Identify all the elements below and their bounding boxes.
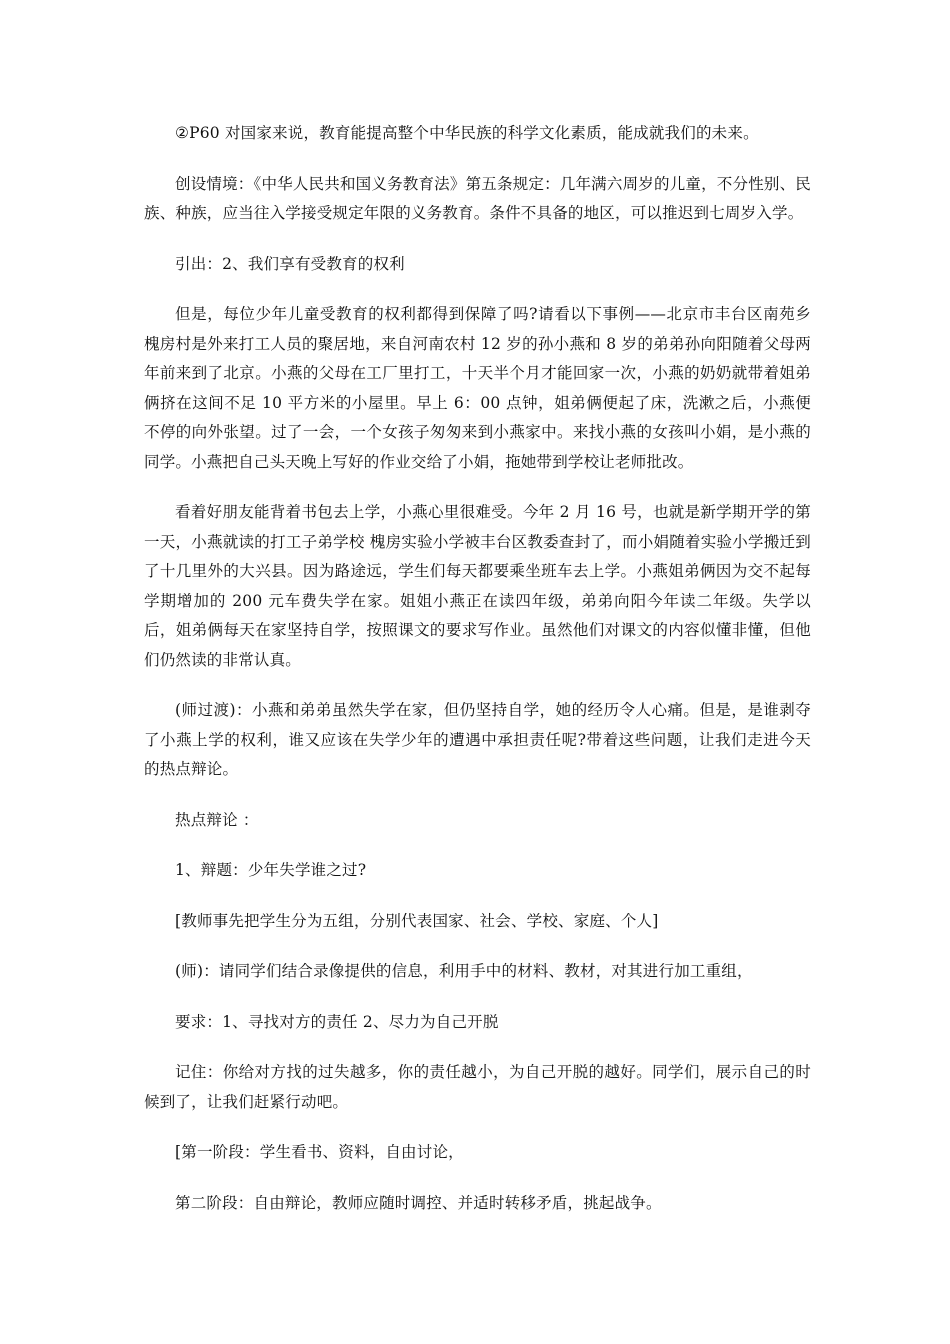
paragraph-debate-topic: 1、辩题：少年失学谁之过? <box>175 861 367 879</box>
paragraph-requirements: 要求：1、寻找对方的责任 2、尽力为自己开脱 <box>175 1012 499 1031</box>
paragraph-reminder: 记住：你给对方找的过失越多，你的责任越小，为自己开脱的越好。同学们，展示自己的时候到了，让我们赶紧行动吧。 <box>144 1063 811 1111</box>
paragraph-hot-debate-heading: 热点辩论 ： <box>175 810 259 829</box>
paragraph-case-story: 但是，每位少年儿童受教育的权利都得到保障了吗?请看以下事例——北京市丰台区南苑乡槐房村是外来打工人员的聚居地，来自河南农村 12 岁的孙小燕和 8 岁的弟弟孙向阳随着父母两年前来到了北京。小燕的父母在工厂里打工，十天半个月才能回家一次，小燕的奶奶就带着姐弟俩挤在这间不足 10 平方米的小屋里。早上 6：00 点钟，姐弟俩便起了床，洗漱之后，小燕便不停的向外张望。过了一会，一个女孩子匆匆来到小燕家中。来找小燕的女孩叫小娟，是小燕的同学。小燕把自己头天晚上写好的作业交给了小娟，拖她带到学校让老师批改。 <box>144 305 811 471</box>
paragraph-grouping-note: [教师事先把学生分为五组，分别代表国家、社会、学校、家庭、个人] <box>175 911 659 930</box>
paragraph-case-continued: 看着好朋友能背着书包去上学，小燕心里很难受。今年 2 月 16 号，也就是新学期开学的第一天，小燕就读的打工子弟学校 槐房实验小学被丰台区教委查封了，而小娟随着实验小学搬迁到了十几里外的大兴县。因为路途远，学生们每天都要乘坐班车去上学。小燕姐弟俩因为交不起每学期增加的 200 元车费失学在家。姐姐小燕正在读四年级，弟弟向阳今年读二年级。失学以后，姐弟俩每天在家坚持自学，按照课文的要求写作业。虽然他们对课文的内容似懂非懂，但他们仍然读的非常认真。 <box>144 503 811 669</box>
paragraph-stage-one: [第一阶段：学生看书、资料，自由讨论， <box>175 1143 464 1161</box>
paragraph-teacher-transition: (师过渡)：小燕和弟弟虽然失学在家，但仍坚持自学，她的经历令人心痛。但是，是谁剥夺了小燕上学的权利，谁又应该在失学少年的遭遇中承担责任呢?带着这些问题，让我们走进今天的热点辩论。 <box>144 701 811 778</box>
paragraph-teacher-instruction: (师)：请同学们结合录像提供的信息，利用手中的材料、教材，对其进行加工重组， <box>175 962 753 980</box>
paragraph-create-situation: 创设情境：《中华人民共和国义务教育法》第五条规定：几年满六周岁的儿童，不分性别、民族、种族，应当往入学接受规定年限的义务教育。条件不具备的地区，可以推迟到七周岁入学。 <box>144 174 811 222</box>
document-body <box>144 119 811 1239</box>
paragraph-lead-in: 引出：2、我们享有受教育的权利 <box>175 254 405 273</box>
paragraph-education-significance: ②P60 对国家来说，教育能提高整个中华民族的科学文化素质，能成就我们的未来。 <box>175 124 759 142</box>
paragraph-stage-two: 第二阶段：自由辩论，教师应随时调控、并适时转移矛盾，挑起战争。 <box>175 1193 662 1212</box>
